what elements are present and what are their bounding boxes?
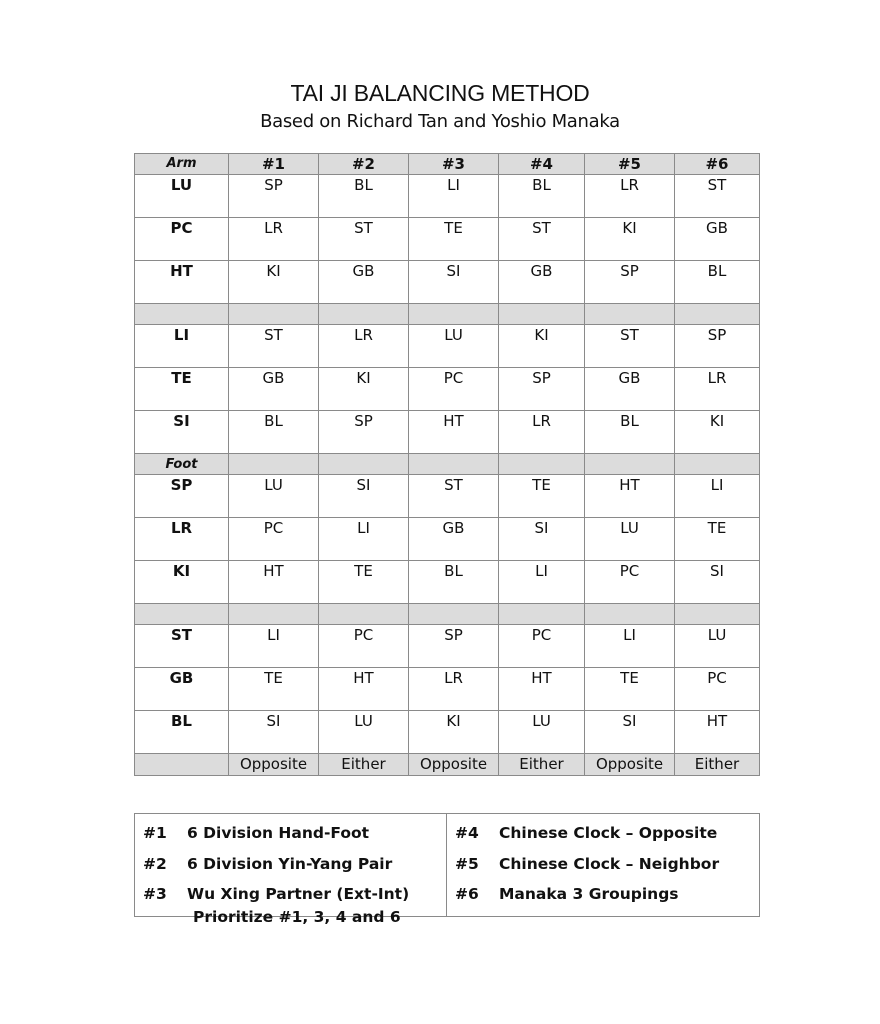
table-cell: BL <box>675 261 760 304</box>
table-cell: ST <box>585 325 675 368</box>
table-cell: GB <box>229 368 319 411</box>
table-row <box>135 218 760 261</box>
table-cell: PC <box>675 668 760 711</box>
table-row <box>135 518 760 561</box>
header-row <box>135 154 760 175</box>
table-row <box>135 561 760 604</box>
column-header: #5 <box>585 154 675 175</box>
row-label: KI <box>135 561 229 604</box>
table-cell: GB <box>675 218 760 261</box>
table-cell: GB <box>499 261 585 304</box>
table-cell: LU <box>229 475 319 518</box>
table-cell: KI <box>675 411 760 454</box>
table-cell: TE <box>319 561 409 604</box>
table-cell: BL <box>319 175 409 218</box>
table-cell: ST <box>675 175 760 218</box>
table-cell: ST <box>409 475 499 518</box>
table-cell: KI <box>585 218 675 261</box>
row-label: LI <box>135 325 229 368</box>
footer-cell: Either <box>319 754 409 776</box>
table-cell: TE <box>585 668 675 711</box>
row-label: PC <box>135 218 229 261</box>
table-cell: BL <box>229 411 319 454</box>
table-cell: TE <box>499 475 585 518</box>
foot-label: Foot <box>135 454 229 475</box>
table-cell: PC <box>409 368 499 411</box>
table-cell: SP <box>585 261 675 304</box>
row-label: GB <box>135 668 229 711</box>
table-cell: SI <box>499 518 585 561</box>
table-cell: LU <box>319 711 409 754</box>
separator-row <box>135 604 760 625</box>
table-cell: PC <box>319 625 409 668</box>
table-row <box>135 368 760 411</box>
table-cell: ST <box>499 218 585 261</box>
table-cell: TE <box>229 668 319 711</box>
table-cell: ST <box>229 325 319 368</box>
table-cell: KI <box>229 261 319 304</box>
table-cell: LR <box>319 325 409 368</box>
page-title: TAI JI BALANCING METHOD <box>290 80 590 106</box>
table-cell: GB <box>319 261 409 304</box>
table-cell: SP <box>675 325 760 368</box>
foot-header-row <box>135 454 760 475</box>
legend-item: #5 Chinese Clock – Neighbor <box>455 854 720 873</box>
table-cell: KI <box>409 711 499 754</box>
table-cell: LI <box>319 518 409 561</box>
table-cell: LI <box>675 475 760 518</box>
table-cell: BL <box>585 411 675 454</box>
column-header: #2 <box>319 154 409 175</box>
table-row <box>135 668 760 711</box>
legend-item: #4 Chinese Clock – Opposite <box>455 824 718 842</box>
table-cell: ST <box>319 218 409 261</box>
table-cell: BL <box>499 175 585 218</box>
row-label: HT <box>135 261 229 304</box>
table-row <box>135 475 760 518</box>
table-row <box>135 325 760 368</box>
table-row <box>135 261 760 304</box>
row-label: SI <box>135 411 229 454</box>
table-cell: SP <box>409 625 499 668</box>
table-cell: LR <box>499 411 585 454</box>
table-cell: KI <box>499 325 585 368</box>
table-cell: HT <box>319 668 409 711</box>
table-row <box>135 175 760 218</box>
table-cell: SI <box>229 711 319 754</box>
table-cell: SI <box>409 261 499 304</box>
table-cell: LR <box>585 175 675 218</box>
row-label: ST <box>135 625 229 668</box>
table-cell: GB <box>585 368 675 411</box>
legend-table <box>134 813 760 917</box>
footer-cell: Either <box>675 754 760 776</box>
table-cell: LI <box>229 625 319 668</box>
table-cell: LU <box>585 518 675 561</box>
page-subtitle: Based on Richard Tan and Yoshio Manaka <box>260 111 620 132</box>
balancing-table <box>134 153 760 776</box>
row-label: SP <box>135 475 229 518</box>
table-cell: PC <box>499 625 585 668</box>
row-label: LU <box>135 175 229 218</box>
table-cell: HT <box>409 411 499 454</box>
table-cell: GB <box>409 518 499 561</box>
row-label: LR <box>135 518 229 561</box>
table-cell: KI <box>319 368 409 411</box>
table-cell: SI <box>585 711 675 754</box>
legend-item: #6 Manaka 3 Groupings <box>455 885 679 903</box>
table-cell: SP <box>229 175 319 218</box>
legend-left <box>135 814 447 917</box>
table-cell: LU <box>409 325 499 368</box>
table-cell: HT <box>499 668 585 711</box>
footer-row <box>135 754 760 776</box>
table-cell: TE <box>675 518 760 561</box>
table-cell: SP <box>319 411 409 454</box>
column-header: #1 <box>229 154 319 175</box>
table-cell: LU <box>675 625 760 668</box>
table-cell: BL <box>409 561 499 604</box>
table-cell: LR <box>675 368 760 411</box>
table-row <box>135 711 760 754</box>
table-cell: LR <box>229 218 319 261</box>
legend-item: #2 6 Division Yin-Yang Pair <box>143 854 393 873</box>
row-label: BL <box>135 711 229 754</box>
table-cell: TE <box>409 218 499 261</box>
column-header: #6 <box>675 154 760 175</box>
footer-cell: Opposite <box>409 754 499 776</box>
table-cell: HT <box>229 561 319 604</box>
table-row <box>135 411 760 454</box>
table-cell: PC <box>229 518 319 561</box>
footer-cell: Either <box>499 754 585 776</box>
column-header: #4 <box>499 154 585 175</box>
table-cell: LU <box>499 711 585 754</box>
footer-cell: Opposite <box>229 754 319 776</box>
legend-item: #3 Wu Xing Partner (Ext-Int) <box>143 885 410 903</box>
footer-cell: Opposite <box>585 754 675 776</box>
table-cell: LI <box>409 175 499 218</box>
table-cell: LI <box>499 561 585 604</box>
legend-item: #1 6 Division Hand-Foot <box>143 824 370 842</box>
row-label: TE <box>135 368 229 411</box>
legend-right <box>447 814 760 917</box>
table-cell: PC <box>585 561 675 604</box>
table-cell: SI <box>675 561 760 604</box>
column-header: #3 <box>409 154 499 175</box>
table-cell: LI <box>585 625 675 668</box>
separator-row <box>135 304 760 325</box>
arm-label: Arm <box>135 154 229 175</box>
priority-note: Prioritize #1, 3, 4 and 6 <box>193 908 401 926</box>
table-cell: HT <box>675 711 760 754</box>
table-row <box>135 625 760 668</box>
table-cell: HT <box>585 475 675 518</box>
table-cell: SI <box>319 475 409 518</box>
table-cell: SP <box>499 368 585 411</box>
table-cell: LR <box>409 668 499 711</box>
